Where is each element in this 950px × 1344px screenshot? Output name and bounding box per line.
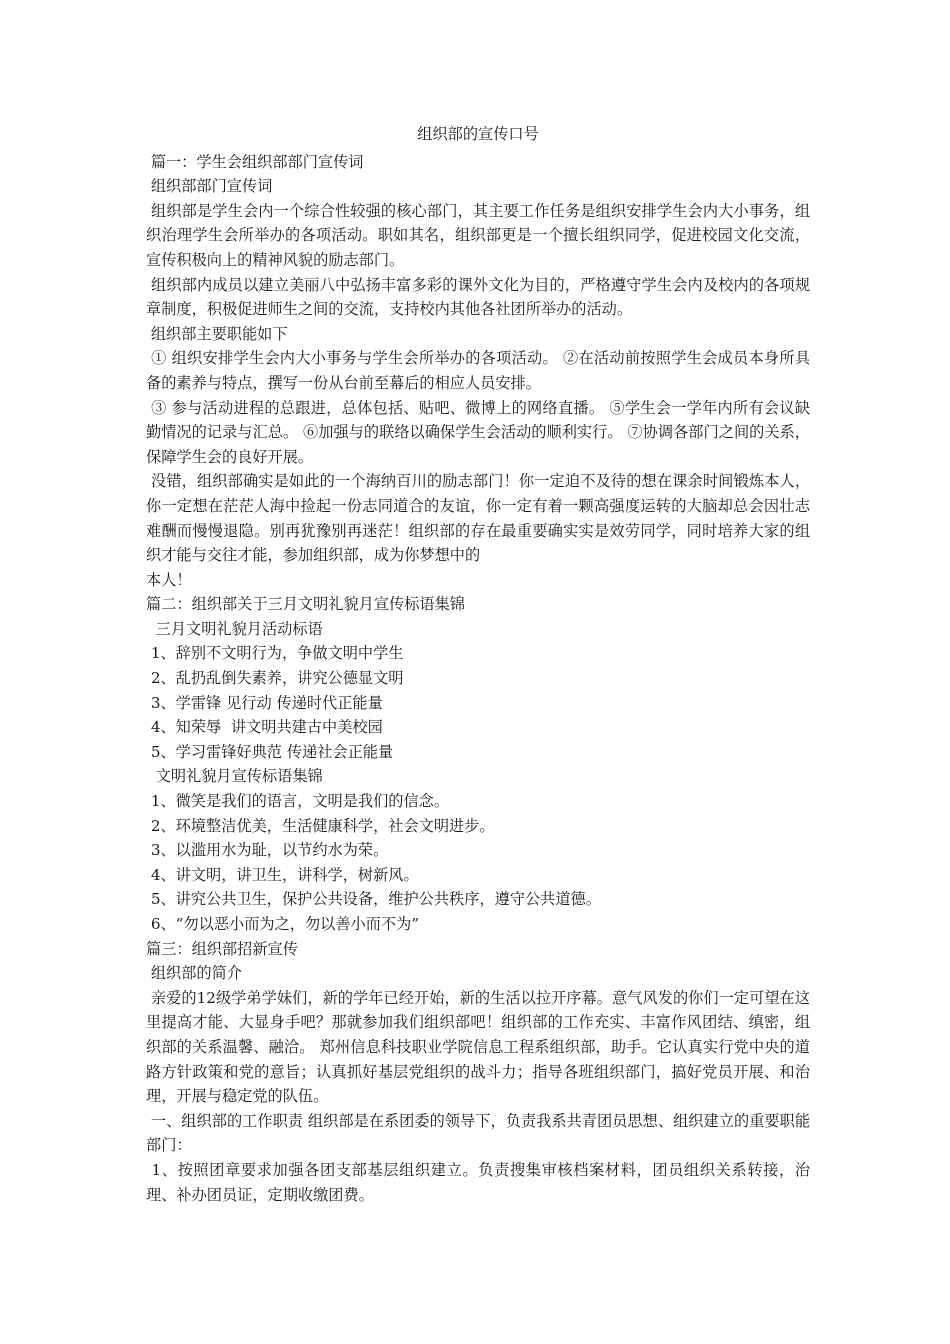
paragraph: 5、讲究公共卫生，保护公共设备，维护公共秩序，遵守公共道德。: [146, 890, 601, 909]
paragraph: 组织部部门宣传词: [146, 177, 273, 196]
paragraph: 篇二：组织部关于三月文明礼貌月宣传标语集锦: [146, 595, 465, 614]
paragraph: 一、组织部的工作职责 组织部是在系团委的领导下，负责我系共青团员思想、组织建立的重要职能部门：: [146, 1111, 811, 1155]
paragraph: ① 组织安排学生会内大小事务与学生会所举办的各项活动。 ②在活动前按照学生会成员本身所具备的素养与特点，撰写一份从台前至幕后的相应人员安排。: [146, 349, 811, 392]
paragraph: 5、学习雷锋好典范 传递社会正能量: [146, 742, 394, 761]
paragraph: 3、学雷锋 见行动 传递时代正能量: [146, 693, 383, 712]
paragraph: 亲爱的12级学弟学妹们，新的学年已经开始，新的生活以拉开序幕。意气风发的你们一定可望在这里提高才能、大显身手吧？那就参加我们组织部吧！组织部的工作充实、丰富作风团结、缜密，组织部的关系温馨、融洽。 郑州信息科技职业学院信息工程系组织部，助手。它认真实行党中央的道路方针政策和党的意旨；认真抓好基层党组织的战斗力；指导各班组织部门，搞好党员开展、和治理，开展与稳定党的队伍。: [146, 988, 810, 1106]
paragraph: 组织部的简介: [146, 964, 242, 983]
paragraph: 篇一：学生会组织部部门宣传词: [146, 152, 364, 171]
paragraph: 组织部内成员以建立美丽八中弘扬丰富多彩的课外文化为目的，严格遵守学生会内及校内的各项规章制度，积极促进师生之间的交流，支持校内其他各社团所举办的活动。: [146, 275, 811, 319]
paragraph: 篇三：组织部招新宣传: [146, 939, 298, 958]
paragraph: 1、微笑是我们的语言，文明是我们的信念。: [146, 792, 450, 811]
paragraph: ③ 参与活动进程的总跟进，总体包括、贴吧、微博上的网络直播。 ⑤学生会一学年内所有会议缺勤情况的记录与汇总。 ⑥加强与的联络以确保学生会活动的顺利实行。 ⑦协调各部门之间的关系，保障学生会的良好开展。: [146, 398, 811, 466]
paragraph: 没错，组织部确实是如此的一个海纳百川的励志部门！你一定迫不及待的想在课余时间锻炼本人，你一定想在茫茫人海中捡起一份志同道合的友谊，你一定有着一颗高强度运转的大脑却总会因壮志难酬而慢慢退隐。别再犹豫别再迷茫！组织部的存在最重要确实实是效劳同学，同时培养大家的组织才能与交往才能，参加组织部，成为你梦想中的: [146, 472, 811, 565]
paragraph: 组织部是学生会内一个综合性较强的核心部门，其主要工作任务是组织安排学生会内大小事务，组织治理学生会所举办的各项活动。职如其名，组织部更是一个擅长组织同学，促进校园文化交流，宣传积极向上的精神风貌的励志部门。: [146, 201, 811, 269]
paragraph: 三月文明礼貌月活动标语: [146, 619, 323, 638]
paragraph: 3、以滥用水为耻，以节约水为荣。: [146, 841, 389, 860]
paragraph: 组织部主要职能如下: [146, 324, 288, 343]
document-title: 组织部的宣传口号: [417, 125, 539, 143]
paragraph: 4、讲文明，讲卫生，讲科学，树新风。: [146, 865, 419, 884]
document-body: [146, 150, 810, 1208]
paragraph: 1、按照团章要求加强各团支部基层组织建立。负责搜集审核档案材料，团员组织关系转接，治理、补办团员证，定期收缴团费。: [146, 1160, 810, 1204]
paragraph: 2、乱扔乱倒失素养，讲究公德显文明: [146, 669, 404, 688]
paragraph: 2、环境整洁优美，生活健康科学，社会文明进步。: [146, 816, 495, 835]
paragraph: 4、知荣辱 讲文明共建古中美校园: [146, 718, 383, 737]
paragraph: 文明礼貌月宣传标语集锦: [146, 767, 323, 786]
paragraph: 1、辞别不文明行为，争做文明中学生: [146, 644, 404, 663]
paragraph: 6、“勿以恶小而为之，勿以善小而不为”: [146, 915, 420, 933]
document-page: [146, 122, 810, 1207]
paragraph: 本人！: [146, 570, 192, 589]
